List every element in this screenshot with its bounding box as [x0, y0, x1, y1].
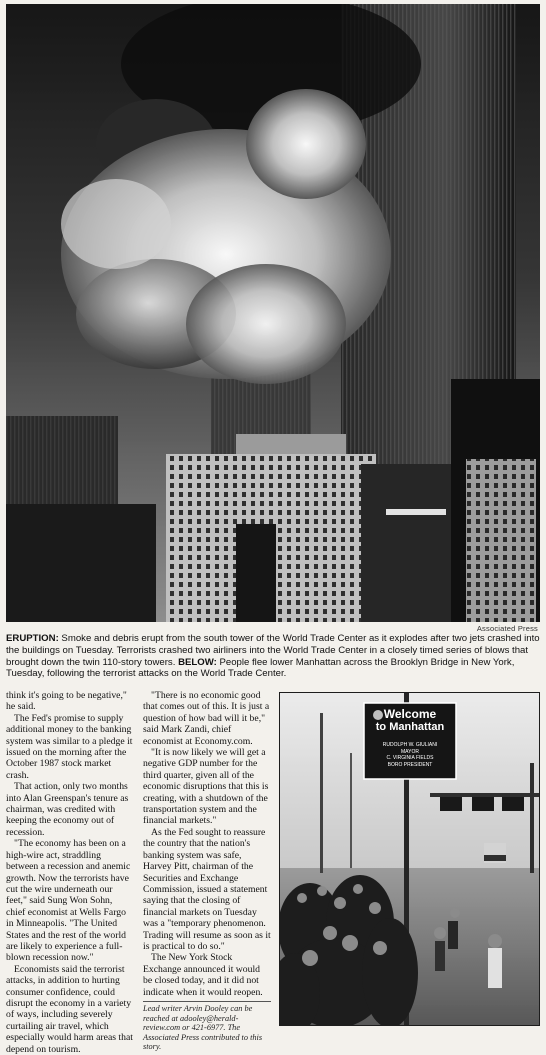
sign-line-3: C. VIRGINIA FIELDS [386, 755, 434, 761]
paragraph: "There is no economic good that comes out of this. It is just a question of how bad will it be," said Mark Zandi, chief economist at Economy.com. [143, 690, 270, 747]
caption-text-below: People flee lower Manhattan across the Brooklyn Bridge in New York, Tuesday, following the terrorist attacks on the World Trade Center. [6, 656, 515, 680]
caption-label-below: BELOW: [178, 656, 217, 668]
sign-line-2: MAYOR [401, 748, 419, 755]
photo-caption [6, 633, 540, 680]
paragraph: Economists said the terrorist attacks, in addition to hurting consumer confidence, could disrupt the economy in a variety of ways, including severely curtailing air travel, which especially would harm areas that depend on tourism. [6, 963, 133, 1055]
paragraph: The Fed's promise to supply additional money to the banking system was similar to a pledge it issued on the morning after the October 1987 stock market crash. [6, 712, 133, 781]
sign-line-1: RUDOLPH W. GIULIANI [382, 742, 438, 748]
sign-title-line-1: Welcome [383, 707, 437, 721]
sign-line-4: BORO PRESIDENT [387, 761, 433, 768]
caption-text-eruption: Smoke and debris erupt from the south tower of the World Trade Center as it explodes after two jets crashed into the buildings on Tuesday. Terrorists crashed two airliners into the World Trade Center in a closely timed series of blows that brought down the twin 110-story towers. [6, 633, 540, 668]
photo-credit: Associated Press [476, 624, 538, 633]
article-column-2 [143, 690, 271, 1052]
signature-text: Lead writer Arvin Dooley can be reached at adooley@herald-review.com or 421-6977. The Associated Press contributed to this story. [143, 1003, 263, 1052]
paragraph: "The economy has been on a high-wire act, straddling between a recession and anemic growth. Now the terrorists have cut the wire underneath our feet," said Sung Won Sohn, chief economist at Wells Fargo in Minneapolis. "The United States and the rest of the world are likely to experience a full-blown recession now." [6, 838, 131, 964]
sign-title-line-2: to Manhattan [375, 721, 445, 733]
brooklyn-bridge-photo [279, 692, 540, 1026]
paragraph: As the Fed sought to reassure the country that the nation's banking system was safe, Harvey Pitt, chairman of the Securities and Exchange Commission, issued a statement saying that the closing of financial markets on Tuesday was a "temporary phenomenon. Trading will resume as soon as it is practical to do so." [143, 826, 271, 952]
paragraph: That action, only two months into Alan Greenspan's tenure as chairman, was credited with keeping the economy out of recession. [6, 781, 129, 838]
paragraph: "It is now likely we will get a negative GDP number for the third quarter, given all of the economic disruptions that this is creating, with a shutdown of the transportation system and the financial markets." [143, 747, 269, 827]
welcome-sign [364, 703, 456, 779]
wtc-eruption-photo [6, 4, 540, 622]
author-signature [143, 1001, 271, 1052]
paragraph: The New York Stock Exchange announced it would be closed today, and it did not indicate when it would reopen. [143, 952, 263, 998]
caption-label-eruption: ERUPTION: [6, 633, 59, 644]
article-column-1 [6, 690, 134, 1055]
paragraph: think it's going to be negative," he said. [6, 690, 127, 713]
